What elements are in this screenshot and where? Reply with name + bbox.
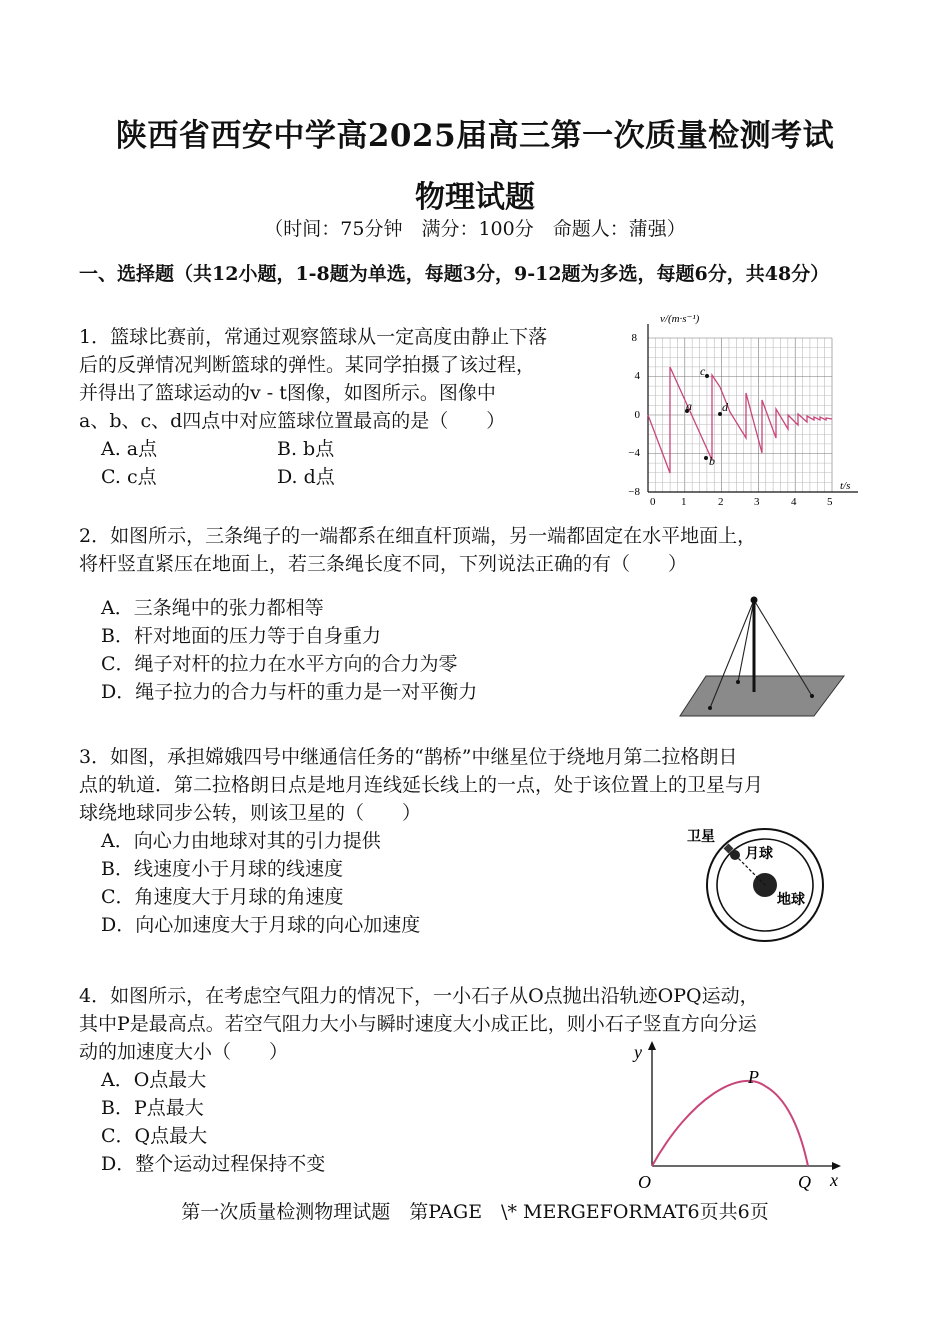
q4-line: 4．如图所示，在考虑空气阻力的情况下，一小石子从O点抛出沿轨迹OPQ运动，	[79, 985, 759, 1007]
vt-ytick: −8	[628, 486, 640, 498]
q4-option-d[interactable]: D．整个运动过程保持不变	[101, 1153, 326, 1175]
question-1	[79, 323, 624, 491]
q1-line: a、b、c、d四点中对应篮球位置最高的是（ ）	[79, 410, 506, 432]
rope-anchor	[736, 680, 740, 684]
q1-options	[79, 435, 624, 491]
vt-point-c	[705, 374, 709, 378]
vt-grid	[648, 338, 832, 492]
moon	[730, 850, 740, 860]
earth-label: 地球	[777, 893, 805, 908]
vt-label-a: a	[686, 399, 692, 413]
q3-option-d[interactable]: D．向心加速度大于月球的向心加速度	[101, 914, 421, 936]
q3-line: 点的轨道．第二拉格朗日点是地月连线延长线上的一点，处于该位置上的卫星与月	[79, 774, 764, 796]
q3-line: 球绕地球同步公转，则该卫星的（ ）	[79, 802, 422, 824]
q1-line: 1．篮球比赛前，常通过观察篮球从一定高度由静止下落	[79, 326, 548, 348]
orbit-figure	[685, 824, 835, 949]
q1-line: 并得出了篮球运动的v - t图像，如图所示。图像中	[79, 382, 496, 404]
q2-line: 将杆竖直紧压在地面上，若三条绳长度不同，下列说法正确的有（ ）	[79, 553, 688, 575]
exam-title: 陕西省西安中学高2025届高三第一次质量检测考试	[115, 118, 835, 154]
q3-option-a[interactable]: A．向心力由地球对其的引力提供	[101, 830, 381, 852]
subject-title: 物理试题	[415, 180, 535, 215]
vt-xtick: 4	[791, 496, 797, 508]
satellite-label: 卫星	[687, 830, 715, 845]
vt-ytick: −4	[628, 447, 640, 459]
traj-y-arrow	[648, 1041, 656, 1050]
point-Q-label: Q	[798, 1172, 811, 1192]
q4-line: 动的加速度大小（ ）	[79, 1041, 289, 1063]
rope-anchor	[810, 694, 814, 698]
q2-option-c[interactable]: C．绳子对杆的拉力在水平方向的合力为零	[101, 653, 458, 675]
ground-plane	[680, 676, 844, 716]
moon-label: 月球	[745, 847, 773, 862]
q1-option-d[interactable]: D. d点	[277, 466, 335, 488]
q1-option-c[interactable]: C. c点	[101, 466, 157, 488]
q2-option-d[interactable]: D．绳子拉力的合力与杆的重力是一对平衡力	[101, 681, 478, 703]
q4-line: 其中P是最高点。若空气阻力大小与瞬时速度大小成正比，则小石子竖直方向分运	[79, 1013, 757, 1035]
vt-ytick: 4	[634, 370, 640, 382]
vt-ytick: 8	[631, 332, 637, 344]
vt-xtick: 5	[827, 496, 833, 508]
q3-line: 3．如图，承担嫦娥四号中继通信任务的“鹊桥”中继星位于绕地月第二拉格朗日	[79, 746, 738, 768]
vt-ytick: 0	[634, 409, 640, 421]
vt-point-b	[704, 456, 708, 460]
q4-option-c[interactable]: C．Q点最大	[101, 1125, 208, 1147]
q1-option-a[interactable]: A. a点	[101, 438, 158, 460]
rod-top	[751, 597, 758, 604]
traj-x-label: x	[830, 1170, 838, 1190]
vt-graph	[620, 308, 870, 513]
point-O-label: O	[638, 1172, 651, 1192]
q4-option-a[interactable]: A．O点最大	[101, 1069, 207, 1091]
trajectory-curve	[652, 1081, 808, 1166]
point-P-label: P	[748, 1067, 759, 1087]
rope-figure	[676, 592, 852, 722]
section-heading: 一、选择题（共12小题，1-8题为单选，每题3分，9-12题为多选，每题6分，共48分）	[79, 263, 830, 285]
q2-line: 2．如图所示，三条绳子的一端都系在细直杆顶端，另一端都固定在水平地面上，	[79, 525, 757, 547]
vt-ylabel: v/(m·s⁻¹)	[660, 313, 700, 325]
q1-line: 后的反弹情况判断篮球的弹性。某同学拍摄了该过程，	[79, 354, 536, 376]
rope-anchor	[708, 706, 712, 710]
vt-xtick: 2	[718, 496, 724, 508]
vt-label-b: b	[709, 454, 715, 468]
rope	[738, 600, 754, 682]
traj-x-arrow	[832, 1162, 841, 1170]
q3-option-b[interactable]: B．线速度小于月球的线速度	[101, 858, 343, 880]
page-footer: 第一次质量检测物理试题 第PAGE \* MERGEFORMAT6页共6页	[181, 1201, 769, 1223]
traj-y-label: y	[634, 1042, 642, 1062]
q2-option-a[interactable]: A．三条绳中的张力都相等	[101, 597, 324, 619]
q4-option-b[interactable]: B．P点最大	[101, 1097, 204, 1119]
q3-option-c[interactable]: C．角速度大于月球的角速度	[101, 886, 344, 908]
q1-option-b[interactable]: B. b点	[277, 438, 335, 460]
vt-xlabel: t/s	[840, 480, 851, 492]
vt-label-c: c	[700, 364, 706, 378]
q2-option-b[interactable]: B．杆对地面的压力等于自身重力	[101, 625, 381, 647]
trajectory-figure	[630, 1038, 850, 1193]
exam-info: （时间：75分钟 满分：100分 命题人：蒲强）	[264, 218, 686, 240]
vt-label-d: d	[722, 400, 728, 414]
vt-xtick: 1	[681, 496, 687, 508]
vt-xtick: 0	[650, 496, 656, 508]
vt-curve	[648, 367, 832, 473]
vt-xtick: 3	[754, 496, 760, 508]
